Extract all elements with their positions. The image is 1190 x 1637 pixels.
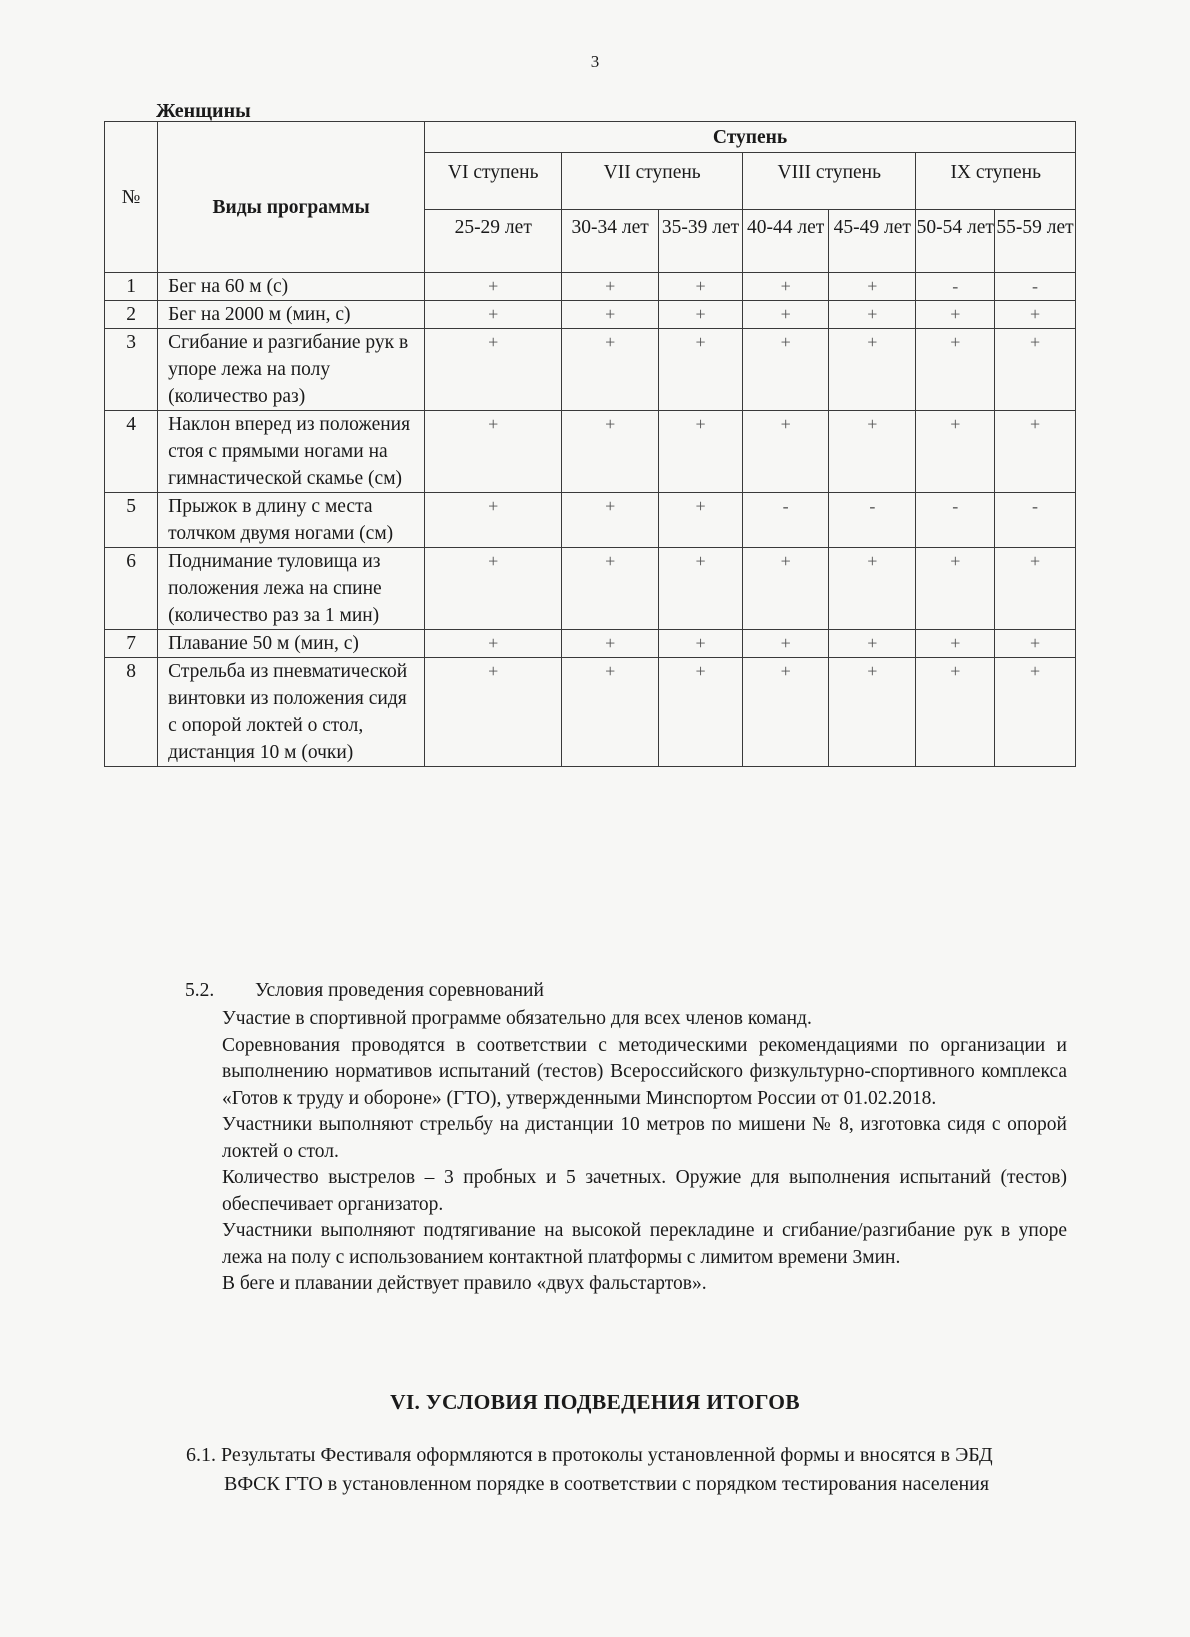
section-5-2-body: [222, 1006, 1067, 1298]
step-header: VII ступень: [562, 153, 743, 210]
mark-cell: +: [916, 329, 995, 411]
mark-cell: +: [916, 630, 995, 658]
paragraph: В беге и плавании действует правило «двух фальстартов».: [222, 1273, 707, 1294]
mark-cell: +: [562, 301, 659, 329]
age-header: 50-54 лет: [916, 210, 995, 273]
mark-cell: +: [743, 658, 829, 767]
paragraph-6-1-number: 6.1.: [186, 1444, 216, 1466]
mark-cell: +: [562, 658, 659, 767]
mark-cell: +: [829, 329, 916, 411]
mark-cell: +: [659, 493, 743, 548]
mark-cell: +: [995, 658, 1076, 767]
mark-cell: -: [916, 493, 995, 548]
program-type-cell: Бег на 2000 м (мин, с): [158, 301, 425, 329]
mark-cell: +: [743, 273, 829, 301]
mark-cell: +: [995, 411, 1076, 493]
mark-cell: +: [829, 273, 916, 301]
age-header: 30-34 лет: [562, 210, 659, 273]
mark-cell: +: [995, 301, 1076, 329]
section-6-heading: VI. УСЛОВИЯ ПОДВЕДЕНИЯ ИТОГОВ: [390, 1390, 800, 1414]
row-number: 2: [105, 301, 158, 329]
paragraph: Участие в спортивной программе обязательно для всех членов команд.: [222, 1008, 812, 1029]
mark-cell: +: [995, 630, 1076, 658]
page-number: 3: [590, 52, 600, 71]
row-number: 1: [105, 273, 158, 301]
table-row: [105, 548, 1076, 630]
norms-table: [104, 121, 1076, 767]
mark-cell: -: [995, 273, 1076, 301]
row-number: 5: [105, 493, 158, 548]
mark-cell: +: [829, 548, 916, 630]
program-type-cell: Поднимание туловища из положения лежа на спине (количество раз за 1 мин): [158, 548, 425, 630]
mark-cell: +: [916, 548, 995, 630]
mark-cell: +: [743, 630, 829, 658]
row-number: 4: [105, 411, 158, 493]
mark-cell: +: [743, 548, 829, 630]
mark-cell: +: [743, 329, 829, 411]
mark-cell: +: [425, 548, 562, 630]
program-type-cell: Плавание 50 м (мин, с): [158, 630, 425, 658]
mark-cell: +: [743, 411, 829, 493]
mark-cell: +: [829, 658, 916, 767]
mark-cell: +: [659, 273, 743, 301]
stupen-header: Ступень: [425, 122, 1076, 153]
table-row: [105, 658, 1076, 767]
mark-cell: +: [829, 301, 916, 329]
section-5-2-number: 5.2.: [185, 980, 215, 1001]
mark-cell: +: [425, 273, 562, 301]
mark-cell: +: [659, 411, 743, 493]
mark-cell: +: [916, 411, 995, 493]
table-row: [105, 329, 1076, 411]
mark-cell: +: [995, 329, 1076, 411]
table-row: [105, 273, 1076, 301]
mark-cell: +: [995, 548, 1076, 630]
mark-cell: +: [562, 493, 659, 548]
paragraph-6-1: [186, 1441, 1070, 1499]
row-number: 6: [105, 548, 158, 630]
row-number: 7: [105, 630, 158, 658]
mark-cell: +: [562, 630, 659, 658]
row-number: 8: [105, 658, 158, 767]
program-type-cell: Стрельба из пневматической винтовки из положения сидя с опорой локтей о стол, дистанция 10 м (очки): [158, 658, 425, 767]
paragraph-6-1-line2: ВФСК ГТО в установленном порядке в соответствии с порядком тестирования населения: [224, 1473, 990, 1495]
table-row: [105, 493, 1076, 548]
mark-cell: +: [916, 301, 995, 329]
mark-cell: +: [562, 273, 659, 301]
step-header: IX ступень: [916, 153, 1076, 210]
mark-cell: +: [829, 630, 916, 658]
mark-cell: +: [659, 301, 743, 329]
age-header: 55-59 лет: [995, 210, 1076, 273]
paragraph: Участники выполняют стрельбу на дистанции 10 метров по мишени № 8, изготовка сидя с опорой локтей о стол.: [222, 1114, 1067, 1162]
age-header: 40-44 лет: [743, 210, 829, 273]
mark-cell: +: [829, 411, 916, 493]
section-5-2-title: Условия проведения соревнований: [255, 980, 544, 1001]
mark-cell: +: [659, 548, 743, 630]
num-header: №: [105, 122, 158, 273]
mark-cell: +: [425, 329, 562, 411]
row-number: 3: [105, 329, 158, 411]
paragraph: Количество выстрелов – 3 пробных и 5 зачетных. Оружие для выполнения испытаний (тестов) обеспечивает организатор.: [222, 1167, 1067, 1215]
mark-cell: -: [829, 493, 916, 548]
mark-cell: +: [659, 329, 743, 411]
step-header: VIII ступень: [743, 153, 916, 210]
program-type-header: Виды программы: [158, 122, 425, 273]
paragraph-6-1-line1: Результаты Фестиваля оформляются в протоколы установленной формы и вносятся в ЭБД: [221, 1444, 993, 1466]
program-type-cell: Прыжок в длину с места толчком двумя ногами (см): [158, 493, 425, 548]
table-body: [105, 273, 1076, 767]
mark-cell: +: [562, 548, 659, 630]
paragraph: Соревнования проводятся в соответствии с методическими рекомендациями по организации и выполнению нормативов испытаний (тестов) Всероссийского физкультурно-спортивного комплекса «Готов к труду и обороне» (ГТО), утвержденными Минспортом России от 01.02.2018.: [222, 1034, 1067, 1109]
mark-cell: +: [425, 493, 562, 548]
mark-cell: -: [995, 493, 1076, 548]
age-header: 45-49 лет: [829, 210, 916, 273]
mark-cell: -: [916, 273, 995, 301]
mark-cell: -: [743, 493, 829, 548]
mark-cell: +: [562, 411, 659, 493]
mark-cell: +: [425, 411, 562, 493]
table-caption: Женщины: [156, 100, 251, 122]
table-row: [105, 411, 1076, 493]
mark-cell: +: [659, 658, 743, 767]
table-row: [105, 301, 1076, 329]
paragraph: Участники выполняют подтягивание на высокой перекладине и сгибание/разгибание рук в упоре лежа на полу с использованием контактной платформы с лимитом времени 3мин.: [222, 1220, 1067, 1268]
mark-cell: +: [562, 329, 659, 411]
table-row: [105, 630, 1076, 658]
age-header: 35-39 лет: [659, 210, 743, 273]
program-type-cell: Бег на 60 м (с): [158, 273, 425, 301]
step-header: VI ступень: [425, 153, 562, 210]
program-type-cell: Сгибание и разгибание рук в упоре лежа на полу (количество раз): [158, 329, 425, 411]
section-5-2-heading: [185, 980, 544, 1002]
mark-cell: +: [659, 630, 743, 658]
mark-cell: +: [425, 658, 562, 767]
mark-cell: +: [916, 658, 995, 767]
mark-cell: +: [425, 301, 562, 329]
program-type-cell: Наклон вперед из положения стоя с прямыми ногами на гимнастической скамье (см): [158, 411, 425, 493]
mark-cell: +: [743, 301, 829, 329]
mark-cell: +: [425, 630, 562, 658]
age-header: 25-29 лет: [425, 210, 562, 273]
